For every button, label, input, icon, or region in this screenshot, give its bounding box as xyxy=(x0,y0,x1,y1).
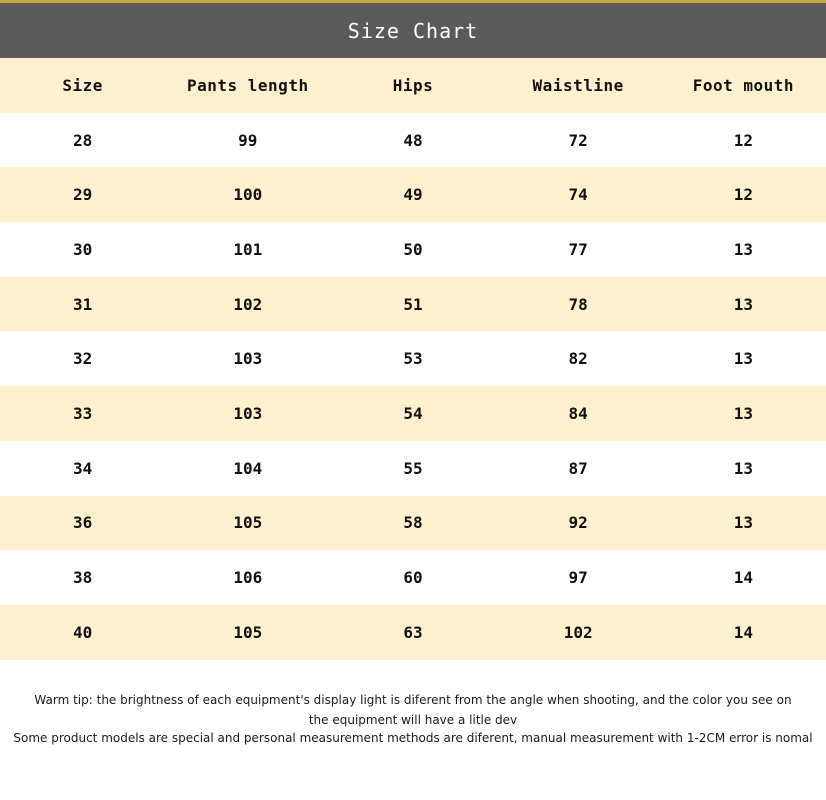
cell-hips: 48 xyxy=(330,113,495,168)
cell-pants-length: 106 xyxy=(165,550,330,605)
column-header-waistline: Waistline xyxy=(496,58,661,113)
size-chart-title-bar xyxy=(0,0,826,58)
table-row xyxy=(0,222,826,277)
table-row xyxy=(0,441,826,496)
cell-waistline: 78 xyxy=(496,277,661,332)
table-row xyxy=(0,605,826,660)
cell-pants-length: 101 xyxy=(165,222,330,277)
cell-pants-length: 102 xyxy=(165,277,330,332)
cell-pants-length: 103 xyxy=(165,331,330,386)
cell-foot-mouth: 13 xyxy=(661,222,826,277)
cell-waistline: 72 xyxy=(496,113,661,168)
cell-hips: 49 xyxy=(330,167,495,222)
table-row xyxy=(0,331,826,386)
cell-waistline: 87 xyxy=(496,441,661,496)
cell-foot-mouth: 14 xyxy=(661,605,826,660)
page-title: Size Chart xyxy=(347,18,479,43)
cell-foot-mouth: 14 xyxy=(661,550,826,605)
cell-waistline: 97 xyxy=(496,550,661,605)
cell-hips: 63 xyxy=(330,605,495,660)
size-table xyxy=(0,58,826,660)
cell-hips: 60 xyxy=(330,550,495,605)
cell-hips: 54 xyxy=(330,386,495,441)
cell-foot-mouth: 13 xyxy=(661,386,826,441)
cell-waistline: 102 xyxy=(496,605,661,660)
notes-section xyxy=(0,690,826,746)
cell-waistline: 77 xyxy=(496,222,661,277)
cell-size: 36 xyxy=(0,496,165,551)
table-row xyxy=(0,167,826,222)
cell-pants-length: 104 xyxy=(165,441,330,496)
cell-waistline: 92 xyxy=(496,496,661,551)
column-header-pants-length: Pants length xyxy=(165,58,330,113)
column-header-hips: Hips xyxy=(330,58,495,113)
cell-waistline: 82 xyxy=(496,331,661,386)
cell-size: 32 xyxy=(0,331,165,386)
measurement-note: Some product models are special and personal measurement methods are diferent, manual measurement with 1-2CM error is nomal xyxy=(13,731,813,745)
cell-pants-length: 100 xyxy=(165,167,330,222)
cell-pants-length: 99 xyxy=(165,113,330,168)
cell-size: 31 xyxy=(0,277,165,332)
cell-size: 28 xyxy=(0,113,165,168)
table-row xyxy=(0,386,826,441)
cell-size: 40 xyxy=(0,605,165,660)
cell-foot-mouth: 13 xyxy=(661,496,826,551)
table-row xyxy=(0,496,826,551)
cell-hips: 53 xyxy=(330,331,495,386)
column-header-size: Size xyxy=(0,58,165,113)
cell-foot-mouth: 12 xyxy=(661,167,826,222)
cell-foot-mouth: 12 xyxy=(661,113,826,168)
cell-foot-mouth: 13 xyxy=(661,441,826,496)
cell-size: 33 xyxy=(0,386,165,441)
cell-size: 29 xyxy=(0,167,165,222)
cell-hips: 58 xyxy=(330,496,495,551)
cell-foot-mouth: 13 xyxy=(661,277,826,332)
cell-size: 38 xyxy=(0,550,165,605)
cell-hips: 51 xyxy=(330,277,495,332)
column-header-foot-mouth: Foot mouth xyxy=(661,58,826,113)
table-row xyxy=(0,550,826,605)
warm-tip-note: Warm tip: the brightness of each equipment's display light is diferent from the angle when shooting, and the color you see on the equipment will have a litle dev xyxy=(34,693,792,727)
cell-hips: 50 xyxy=(330,222,495,277)
cell-size: 34 xyxy=(0,441,165,496)
cell-pants-length: 105 xyxy=(165,496,330,551)
cell-hips: 55 xyxy=(330,441,495,496)
table-row xyxy=(0,277,826,332)
table-header-row xyxy=(0,58,826,113)
cell-pants-length: 103 xyxy=(165,386,330,441)
cell-size: 30 xyxy=(0,222,165,277)
cell-foot-mouth: 13 xyxy=(661,331,826,386)
cell-pants-length: 105 xyxy=(165,605,330,660)
cell-waistline: 84 xyxy=(496,386,661,441)
table-row xyxy=(0,113,826,168)
cell-waistline: 74 xyxy=(496,167,661,222)
